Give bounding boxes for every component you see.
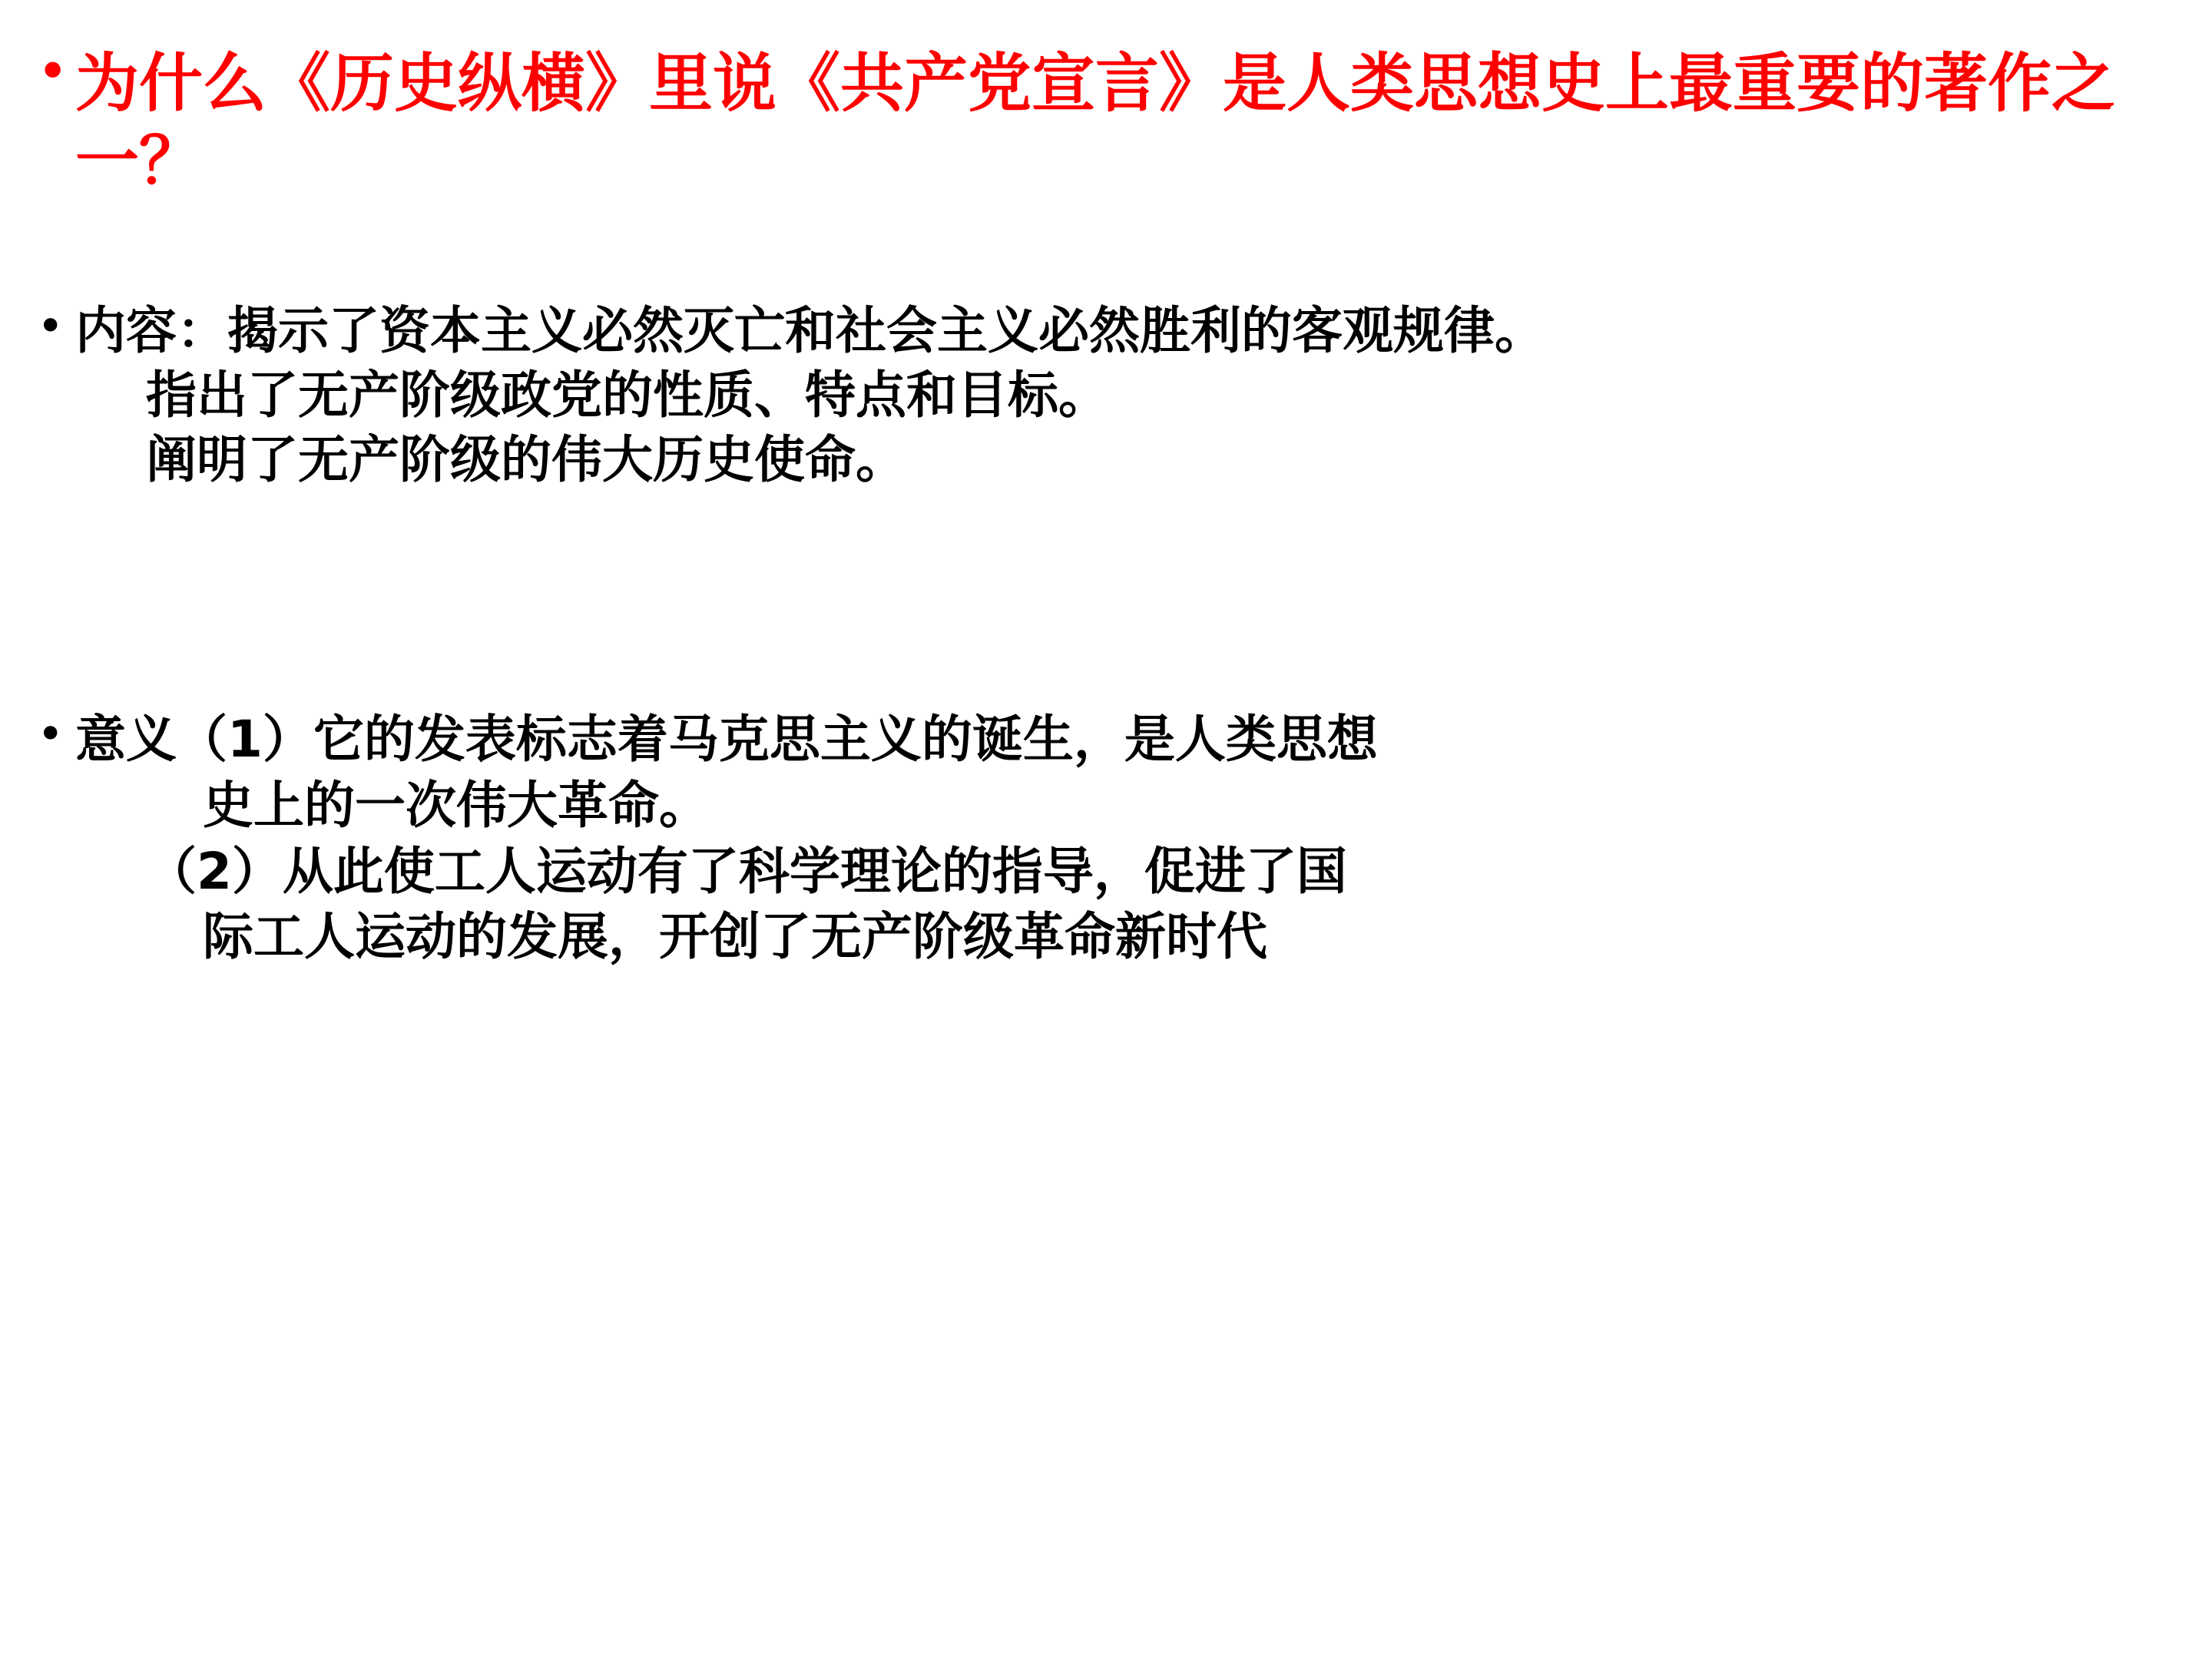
significance-line: 意义（1）它的发表标志着马克思主义的诞生，是人类思想 [75, 709, 1378, 769]
significance-line: 史上的一次伟大革命。 [203, 775, 710, 835]
content-body [75, 299, 2166, 493]
significance-line: （2）从此使工人运动有了科学理论的指导，促进了国 [146, 841, 1347, 901]
title-body [75, 45, 2166, 200]
significance-bullet-block [31, 707, 2166, 970]
significance-body [75, 707, 2166, 970]
bullet-marker-icon: • [37, 707, 65, 761]
bullet-marker-icon: • [37, 40, 69, 103]
content-bullet-block [31, 299, 2166, 493]
title-bullet-block [31, 40, 2166, 200]
significance-line: 际工人运动的发展，开创了无产阶级革命新时代 [203, 907, 1267, 967]
content-line: 指出了无产阶级政党的性质、特点和目标。 [146, 365, 1109, 425]
content-line: 阐明了无产阶级的伟大历史使命。 [146, 430, 906, 490]
page-title: 为什么《历史纵横》里说《共产党宣言》是人类思想史上最重要的著作之一？ [75, 46, 2115, 199]
content-line: 内容：揭示了资本主义必然灭亡和社会主义必然胜利的客观规律。 [75, 300, 1545, 360]
bullet-marker-icon: • [37, 299, 65, 353]
